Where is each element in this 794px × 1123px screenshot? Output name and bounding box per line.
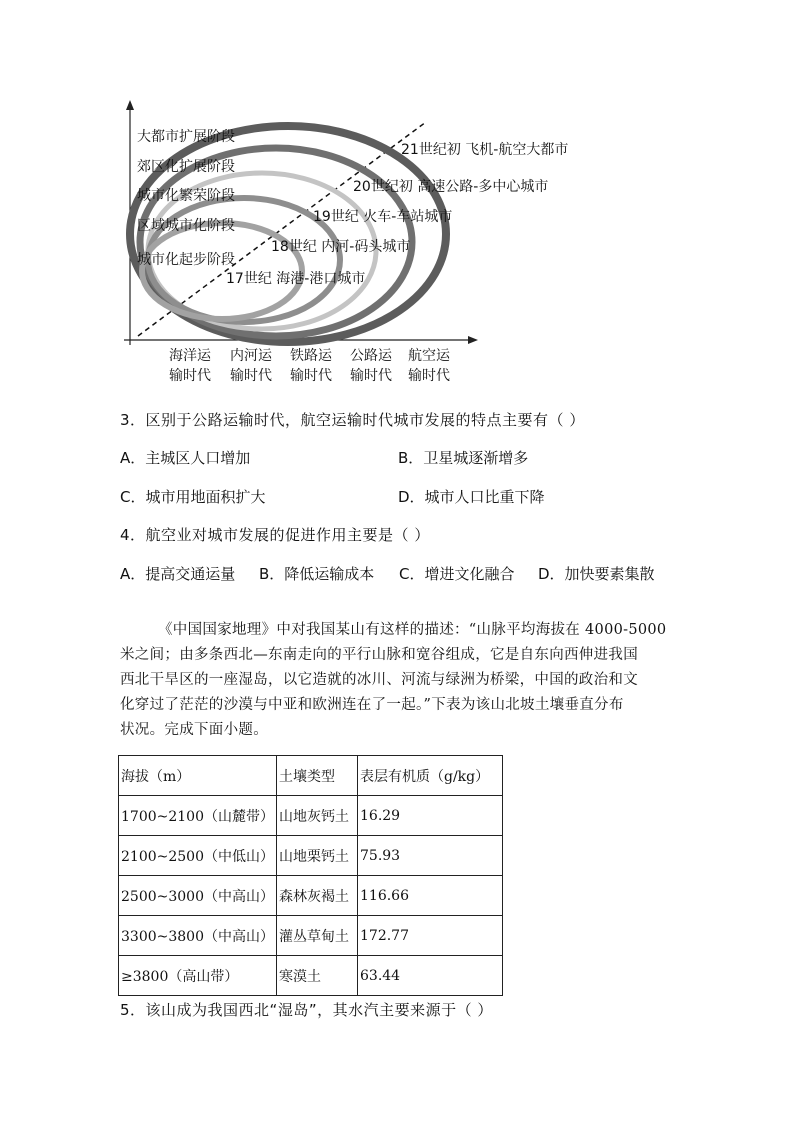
soil-distribution-table	[118, 755, 503, 996]
stage-label: 大都市扩展阶段	[137, 129, 235, 145]
question-3-option-c[interactable]: C．城市用地面积扩大	[120, 488, 266, 506]
table-cell: 灌丛草甸土	[277, 916, 358, 956]
table-header-row	[119, 756, 503, 796]
era-label: 20世纪初 高速公路-多中心城市	[353, 179, 549, 195]
passage-line: 西北干旱区的一座湿岛，以它造就的冰川、河流与绿洲为桥梁，中国的政治和文	[120, 672, 638, 688]
table-cell: 2100~2500（中低山）	[119, 836, 277, 876]
x-label-line: 海洋运	[169, 348, 211, 364]
table-cell: 75.93	[358, 836, 503, 876]
table-cell: 1700~2100（山麓带）	[119, 796, 277, 836]
x-label-line: 输时代	[290, 368, 332, 384]
table-cell: 寒漠土	[277, 956, 358, 996]
question-4-option-d[interactable]: D．加快要素集散	[538, 565, 655, 583]
x-axis-label	[230, 346, 272, 386]
question-4-option-c[interactable]: C．增进文化融合	[399, 565, 515, 583]
question-4-option-b[interactable]: B．降低运输成本	[259, 565, 375, 583]
x-label-line: 输时代	[169, 368, 211, 384]
table-row	[119, 796, 503, 836]
x-axis-arrow	[468, 336, 478, 344]
table-cell: 3300~3800（中高山）	[119, 916, 277, 956]
x-label-line: 铁路运	[290, 348, 332, 364]
x-label-line: 输时代	[230, 368, 272, 384]
x-label-line: 公路运	[350, 348, 392, 364]
table-cell: ≥3800（高山带）	[119, 956, 277, 996]
question-4-stem: 4．航空业对城市发展的促进作用主要是（ ）	[120, 526, 430, 544]
era-label: 21世纪初 飞机-航空大都市	[401, 142, 569, 158]
passage-line: 《中国国家地理》中对我国某山有这样的描述：“山脉平均海拔在 4000-5000	[158, 622, 667, 638]
era-label: 18世纪 内河-码头城市	[271, 239, 411, 255]
table-cell: 172.77	[358, 916, 503, 956]
table-cell: 森林灰褐土	[277, 876, 358, 916]
table-row	[119, 916, 503, 956]
table-cell: 63.44	[358, 956, 503, 996]
era-label: 19世纪 火车-车站城市	[313, 209, 453, 225]
table-cell: 山地栗钙土	[277, 836, 358, 876]
question-5-stem: 5．该山成为我国西北“湿岛”，其水汽主要来源于（ ）	[120, 1001, 493, 1019]
x-label-line: 内河运	[230, 348, 272, 364]
question-3-option-a[interactable]: A．主城区人口增加	[120, 449, 251, 467]
table-cell: 116.66	[358, 876, 503, 916]
table-cell: 山地灰钙土	[277, 796, 358, 836]
stage-label: 郊区化扩展阶段	[137, 159, 235, 175]
x-axis-label	[408, 346, 450, 386]
table-header-cell: 海拔（m）	[119, 756, 277, 796]
era-label: 17世纪 海港-港口城市	[226, 271, 366, 287]
stage-label: 城市化繁荣阶段	[137, 188, 235, 204]
question-4-option-a[interactable]: A．提高交通运量	[120, 565, 236, 583]
question-3-option-d[interactable]: D．城市人口比重下降	[398, 488, 545, 506]
table-header-cell: 表层有机质（g/kg）	[358, 756, 503, 796]
x-label-line: 航空运	[408, 348, 450, 364]
table-row	[119, 876, 503, 916]
question-3-option-b[interactable]: B．卫星城逐渐增多	[398, 449, 529, 467]
table-row	[119, 956, 503, 996]
table-row	[119, 836, 503, 876]
y-axis-arrow	[126, 100, 134, 110]
table-cell: 16.29	[358, 796, 503, 836]
passage-line: 化穿过了茫茫的沙漠与中亚和欧洲连在了一起。”下表为该山北坡土壤垂直分布	[120, 697, 624, 713]
stage-label: 区域城市化阶段	[137, 218, 235, 234]
question-3-stem: 3．区别于公路运输时代，航空运输时代城市发展的特点主要有（ ）	[120, 411, 585, 429]
x-axis-label	[169, 346, 211, 386]
x-label-line: 输时代	[350, 368, 392, 384]
table-cell: 2500~3000（中高山）	[119, 876, 277, 916]
stage-label: 城市化起步阶段	[137, 252, 235, 268]
table-header-cell: 土壤类型	[277, 756, 358, 796]
x-axis-label	[290, 346, 332, 386]
x-label-line: 输时代	[408, 368, 450, 384]
passage-line: 米之间；由多条西北—东南走向的平行山脉和宽谷组成，它是自东向西伸进我国	[120, 647, 638, 663]
passage-line: 状况。完成下面小题。	[120, 722, 268, 738]
x-axis-label	[350, 346, 392, 386]
